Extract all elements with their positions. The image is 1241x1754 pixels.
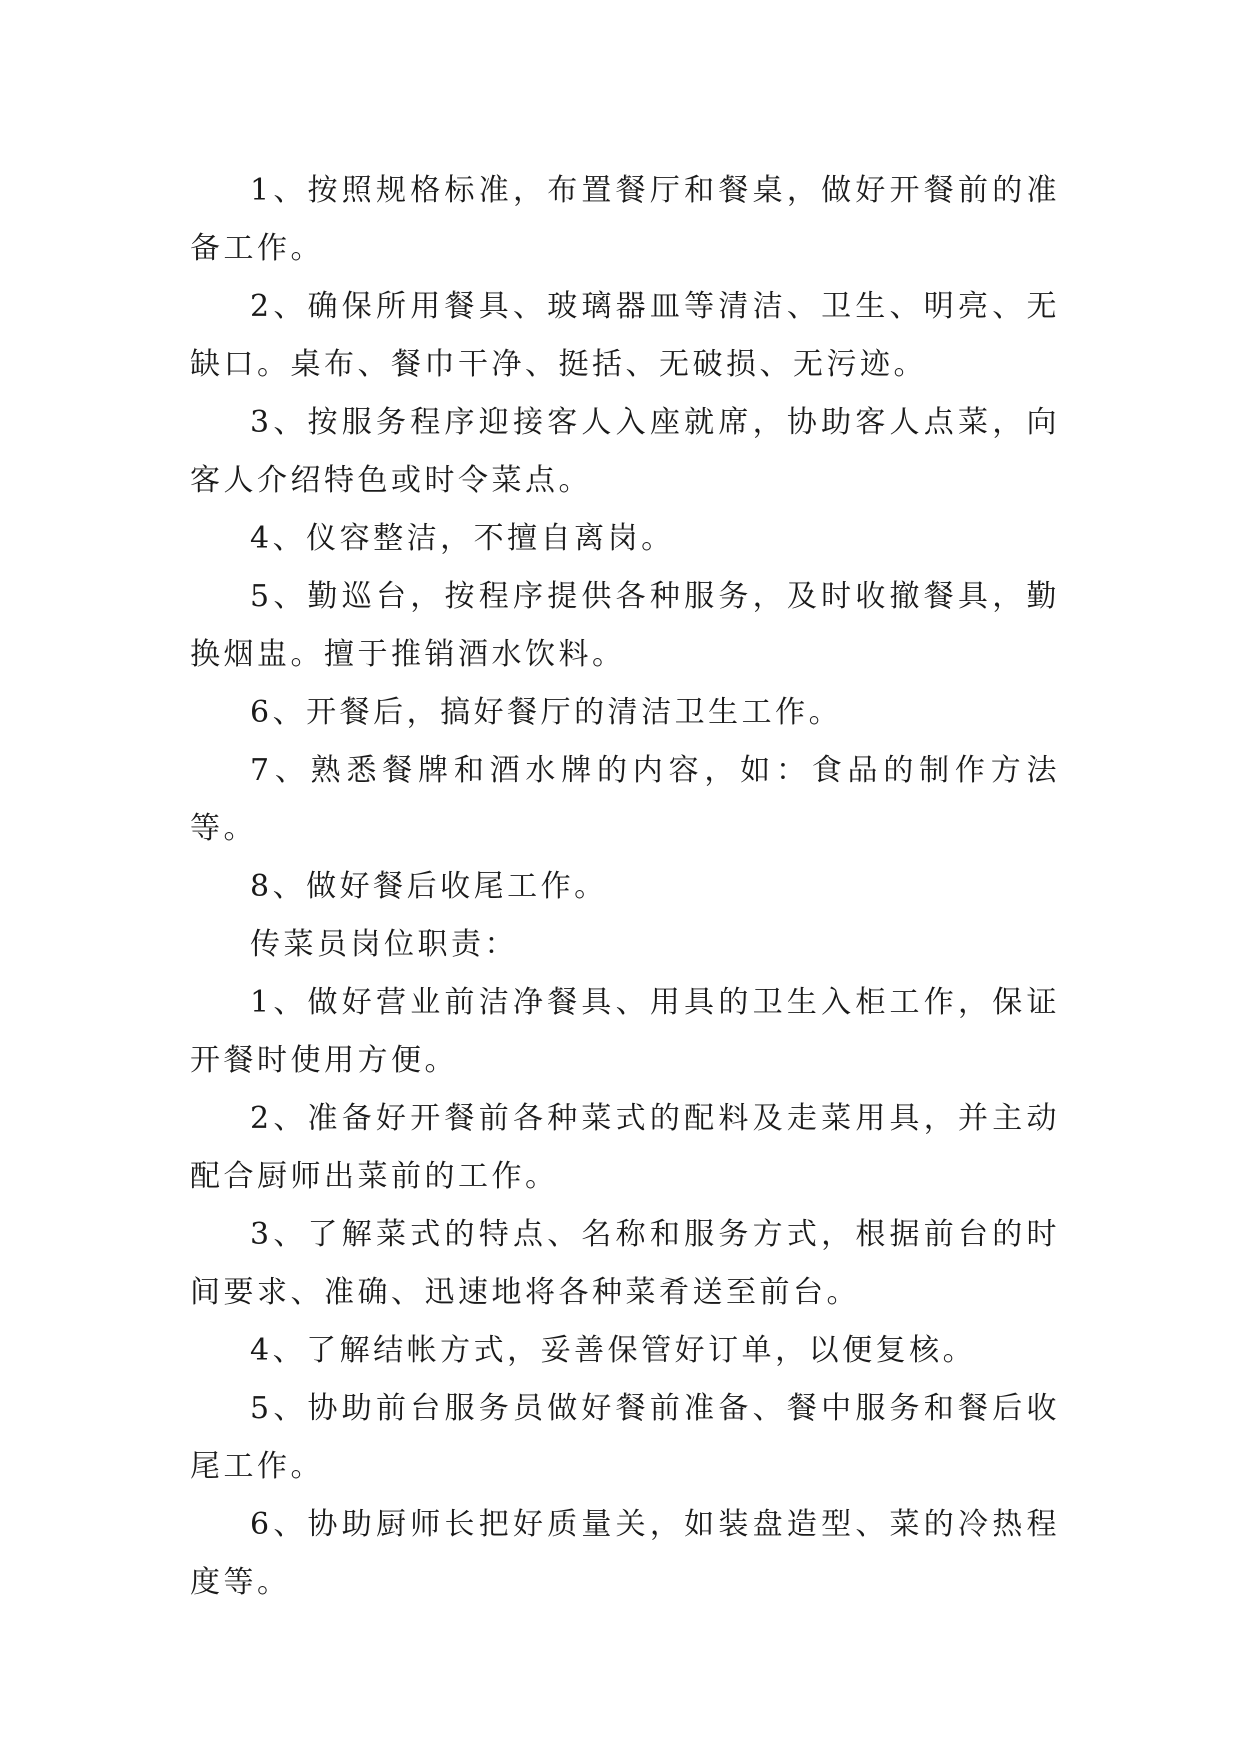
paragraph-runner-duty-1: 1、做好营业前洁净餐具、用具的卫生入柜工作，保证开餐时使用方便。	[190, 985, 1060, 1078]
document-body	[190, 162, 1060, 1612]
paragraph-waiter-duty-3: 3、按服务程序迎接客人入座就席，协助客人点菜，向客人介绍特色或时令菜点。	[190, 405, 1060, 498]
paragraph-waiter-duty-1: 1、按照规格标准，布置餐厅和餐桌，做好开餐前的准备工作。	[190, 173, 1060, 266]
paragraph-waiter-duty-2: 2、确保所用餐具、玻璃器皿等清洁、卫生、明亮、无缺口。桌布、餐巾干净、挺括、无破损、无污迹。	[190, 289, 1060, 382]
section-heading-runner-duties: 传菜员岗位职责：	[250, 927, 518, 962]
paragraph-waiter-duty-7: 7、熟悉餐牌和酒水牌的内容，如：食品的制作方法等。	[190, 753, 1060, 846]
paragraph-runner-duty-5: 5、协助前台服务员做好餐前准备、餐中服务和餐后收尾工作。	[190, 1391, 1060, 1484]
paragraph-runner-duty-6: 6、协助厨师长把好质量关，如装盘造型、菜的冷热程度等。	[190, 1507, 1060, 1600]
paragraph-runner-duty-3: 3、了解菜式的特点、名称和服务方式，根据前台的时间要求、准确、迅速地将各种菜肴送至前台。	[190, 1217, 1060, 1310]
paragraph-runner-duty-4: 4、了解结帐方式，妥善保管好订单，以便复核。	[250, 1333, 977, 1368]
paragraph-waiter-duty-8: 8、做好餐后收尾工作。	[250, 869, 608, 904]
paragraph-runner-duty-2: 2、准备好开餐前各种菜式的配料及走菜用具，并主动配合厨师出菜前的工作。	[190, 1101, 1060, 1194]
paragraph-waiter-duty-4: 4、仪容整洁，不擅自离岗。	[250, 521, 675, 556]
paragraph-waiter-duty-5: 5、勤巡台，按程序提供各种服务，及时收撤餐具，勤换烟盅。擅于推销酒水饮料。	[190, 579, 1060, 672]
paragraph-waiter-duty-6: 6、开餐后，搞好餐厅的清洁卫生工作。	[250, 695, 843, 730]
